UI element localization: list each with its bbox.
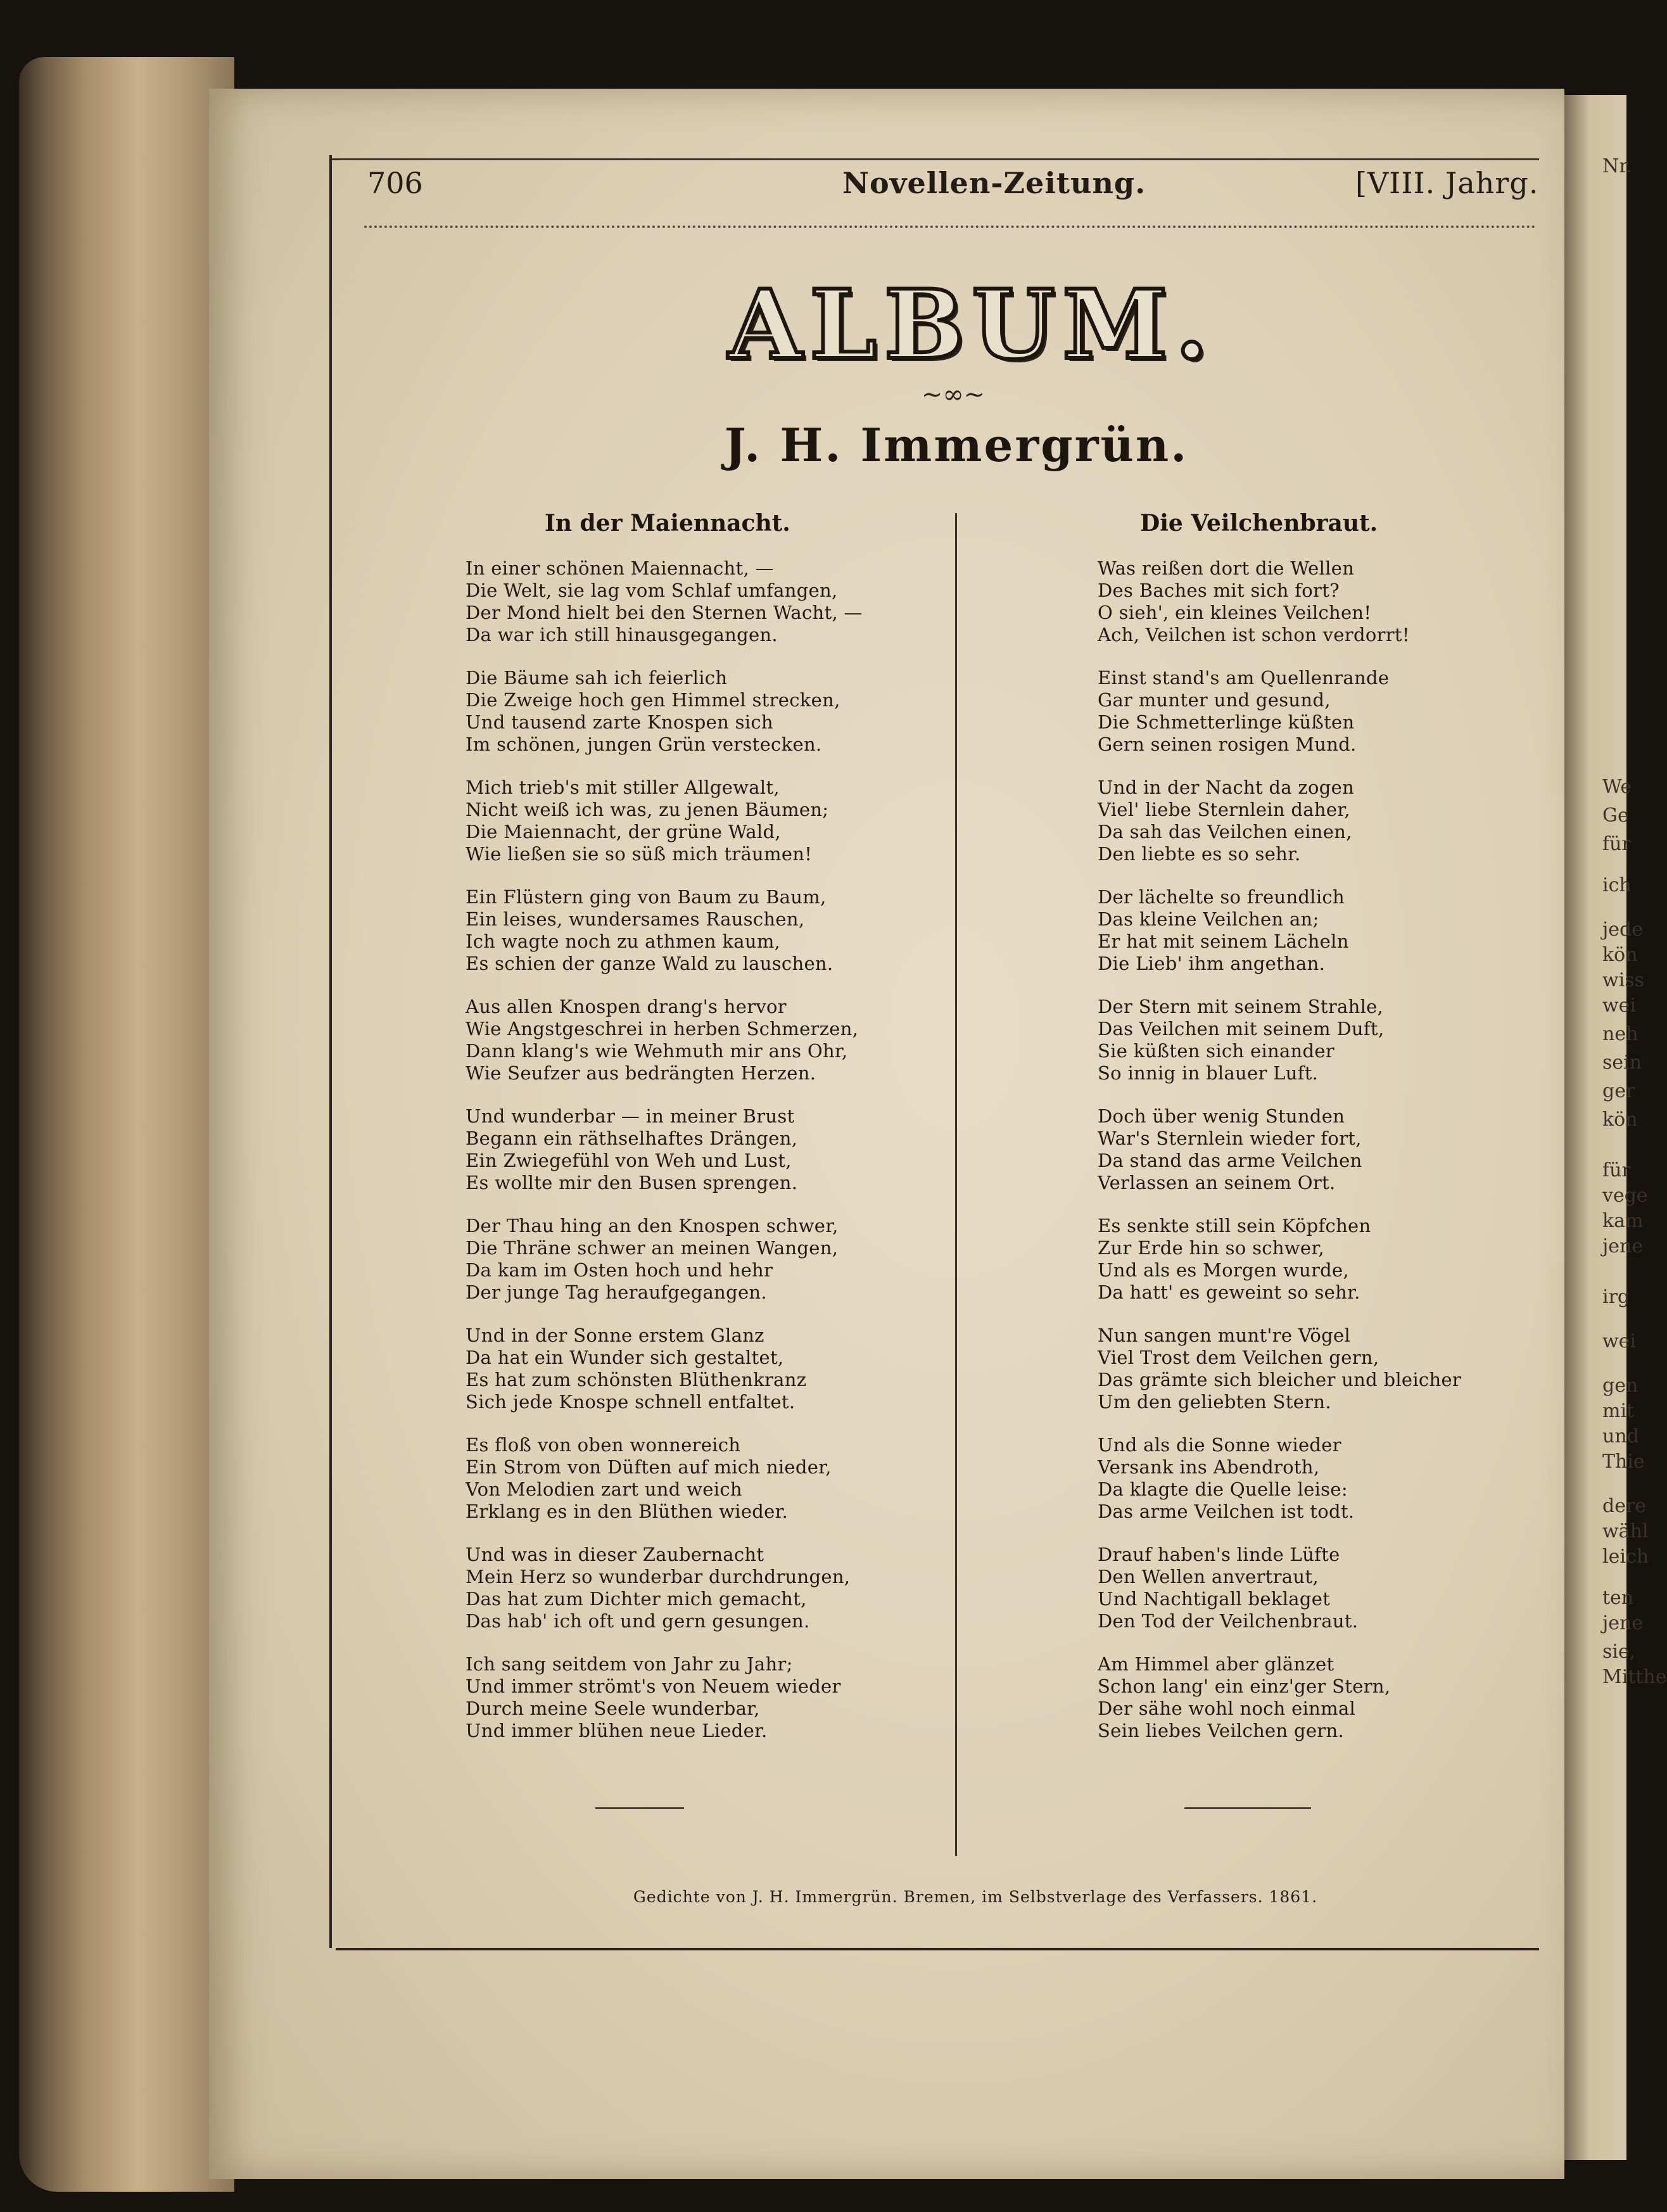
verse-line: Die Bäume sah ich feierlich: [466, 667, 728, 689]
verse-line: Der lächelte so freundlich: [1098, 886, 1345, 908]
next-page-fragment: jene: [1602, 1235, 1644, 1257]
verse-line: Aus allen Knospen drang's hervor: [466, 996, 787, 1017]
verse-line: So innig in blauer Luft.: [1098, 1062, 1319, 1084]
next-page-fragment: Mitthe: [1602, 1666, 1667, 1688]
verse-line: Da stand das arme Veilchen: [1098, 1150, 1362, 1171]
next-page-fragment: wei: [1602, 995, 1637, 1017]
verse-line: Wie ließen sie so süß mich träumen!: [466, 843, 813, 865]
next-page-fragment: wähl: [1602, 1520, 1649, 1542]
verse-line: Das kleine Veilchen an;: [1098, 908, 1319, 930]
verse-line: Da war ich still hinausgegangen.: [466, 624, 778, 645]
volume-label: [VIII. Jahrg.: [1355, 166, 1539, 200]
verse-line: Sein liebes Veilchen gern.: [1098, 1720, 1344, 1741]
next-page-fragment: irg: [1602, 1286, 1630, 1308]
verse-line: Und als die Sonne wieder: [1098, 1434, 1341, 1456]
next-page-fragment: kön: [1602, 1109, 1638, 1131]
stanza: [466, 886, 934, 996]
verse-line: Ich wagte noch zu athmen kaum,: [466, 931, 781, 952]
header-rule: [364, 226, 1536, 228]
next-page-fragment: sie,: [1602, 1641, 1636, 1663]
verse-line: Es hat zum schönsten Blüthenkranz: [466, 1369, 807, 1390]
verse-line: Ein Flüstern ging von Baum zu Baum,: [466, 886, 827, 908]
next-page-fragment: ten: [1602, 1587, 1634, 1609]
verse-line: War's Sternlein wieder fort,: [1098, 1128, 1362, 1149]
stanza: [1098, 996, 1452, 1105]
ornament-divider: ~∞~: [921, 380, 986, 409]
verse-line: Um den geliebten Stern.: [1098, 1391, 1331, 1413]
next-page-fragment: dere: [1602, 1495, 1647, 1517]
stanza: [466, 1544, 934, 1653]
next-page-strip: [1564, 95, 1667, 2160]
verse-line: Der sähe wohl noch einmal: [1098, 1698, 1356, 1719]
verse-line: Die Welt, sie lag vom Schlaf umfangen,: [466, 580, 838, 601]
verse-line: Drauf haben's linde Lüfte: [1098, 1544, 1340, 1565]
top-rule: [329, 158, 1539, 160]
verse-line: Ein Zwiegefühl von Weh und Lust,: [466, 1150, 792, 1171]
next-page-fragment: Thie: [1602, 1451, 1645, 1473]
next-page-fragment: wiss: [1602, 969, 1645, 991]
verse-line: Wie Seufzer aus bedrängten Herzen.: [466, 1062, 816, 1084]
stanza: [1098, 1325, 1462, 1434]
verse-line: Doch über wenig Stunden: [1098, 1105, 1345, 1127]
verse-line: Der Thau hing an den Knospen schwer,: [466, 1215, 839, 1236]
next-page-fragment: jene: [1602, 1612, 1644, 1634]
verse-line: Im schönen, jungen Grün verstecken.: [466, 734, 822, 755]
verse-line: Viel Trost dem Veilchen gern,: [1098, 1347, 1379, 1368]
verse-line: Und immer blühen neue Lieder.: [466, 1720, 768, 1741]
frame-bottom-rule: [336, 1948, 1539, 1950]
poem-veilchenbraut: [1098, 557, 1462, 1763]
verse-line: Ein leises, wundersames Rauschen,: [466, 908, 805, 930]
verse-line: Den liebte es so sehr.: [1098, 843, 1301, 865]
verse-line: Von Melodien zart und weich: [466, 1478, 742, 1500]
verse-line: Das Veilchen mit seinem Duft,: [1098, 1018, 1385, 1039]
verse-line: Die Maiennacht, der grüne Wald,: [466, 821, 781, 842]
verse-line: Ich sang seitdem von Jahr zu Jahr;: [466, 1653, 793, 1675]
verse-line: Zur Erde hin so schwer,: [1098, 1237, 1324, 1259]
next-page-fragment: We: [1602, 776, 1632, 798]
verse-line: Es wollte mir den Busen sprengen.: [466, 1172, 798, 1193]
next-page-fragment: jede: [1602, 918, 1644, 941]
verse-line: Sich jede Knospe schnell entfaltet.: [466, 1391, 795, 1413]
verse-line: Er hat mit seinem Lächeln: [1098, 931, 1349, 952]
verse-line: Nun sangen munt're Vögel: [1098, 1325, 1351, 1346]
next-page-fragment: vege: [1602, 1185, 1648, 1207]
verse-line: Was reißen dort die Wellen: [1098, 557, 1355, 579]
verse-line: Den Tod der Veilchenbraut.: [1098, 1610, 1359, 1632]
poem-title-veilchenbraut: Die Veilchenbraut.: [1140, 510, 1378, 537]
page-number: 706: [367, 166, 423, 200]
verse-line: Versank ins Abendroth,: [1098, 1456, 1320, 1478]
stanza: [466, 1434, 934, 1544]
verse-line: Die Thräne schwer an meinen Wangen,: [466, 1237, 839, 1259]
verse-line: Da sah das Veilchen einen,: [1098, 821, 1352, 842]
next-page-fragment: Nr.: [1602, 155, 1632, 177]
verse-line: Da hatt' es geweint so sehr.: [1098, 1281, 1360, 1303]
verse-line: Nicht weiß ich was, zu jenen Bäumen;: [466, 799, 829, 820]
verse-line: Die Lieb' ihm angethan.: [1098, 953, 1326, 974]
stanza: [466, 557, 934, 667]
stanza: [1098, 667, 1452, 777]
verse-line: Des Baches mit sich fort?: [1098, 580, 1340, 601]
poem-title-maiennacht: In der Maiennacht.: [545, 510, 790, 537]
verse-line: Es schien der ganze Wald zu lauschen.: [466, 953, 834, 974]
verse-line: Und in der Nacht da zogen: [1098, 777, 1355, 798]
next-page-fragment: für: [1602, 1159, 1631, 1181]
stanza: [1098, 1653, 1452, 1763]
poem-maiennacht: [466, 557, 934, 1763]
next-page-fragment: ger: [1602, 1080, 1635, 1102]
verse-line: Verlassen an seinem Ort.: [1098, 1172, 1336, 1193]
verse-line: Und in der Sonne erstem Glanz: [466, 1325, 764, 1346]
stanza: [466, 1105, 934, 1215]
verse-line: Und tausend zarte Knospen sich: [466, 711, 773, 733]
verse-line: Der Mond hielt bei den Sternen Wacht, —: [466, 602, 863, 623]
end-rule-left: [595, 1807, 684, 1809]
author-name: J. H. Immergrün.: [724, 418, 1189, 472]
verse-line: Ein Strom von Düften auf mich nieder,: [466, 1456, 832, 1478]
stanza: [1098, 1544, 1452, 1653]
verse-line: Der Stern mit seinem Strahle,: [1098, 996, 1384, 1017]
stanza: [466, 1653, 934, 1763]
verse-line: Durch meine Seele wunderbar,: [466, 1698, 760, 1719]
verse-line: Der junge Tag heraufgegangen.: [466, 1281, 767, 1303]
verse-line: Die Zweige hoch gen Himmel strecken,: [466, 689, 840, 711]
verse-line: Viel' liebe Sternlein daher,: [1098, 799, 1350, 820]
stanza: [1098, 886, 1452, 996]
stanza: [1098, 777, 1452, 886]
verse-line: Dann klang's wie Wehmuth mir ans Ohr,: [466, 1040, 848, 1062]
next-page-fragment: neh: [1602, 1023, 1638, 1045]
verse-line: Gern seinen rosigen Mund.: [1098, 734, 1357, 755]
verse-line: Wie Angstgeschrei in herben Schmerzen,: [466, 1018, 859, 1039]
verse-line: O sieh', ein kleines Veilchen!: [1098, 602, 1372, 623]
book-page-edges: [19, 57, 234, 2192]
verse-line: Das hab' ich oft und gern gesungen.: [466, 1610, 810, 1632]
next-page-fragment: kam: [1602, 1210, 1644, 1232]
end-rule-right: [1184, 1807, 1311, 1809]
verse-line: Gar munter und gesund,: [1098, 689, 1331, 711]
stanza: [1098, 1105, 1452, 1215]
stanza: [1098, 1434, 1452, 1544]
verse-line: Da kam im Osten hoch und hehr: [466, 1259, 773, 1281]
stanza: [1098, 557, 1452, 667]
verse-line: Begann ein räthselhaftes Drängen,: [466, 1128, 798, 1149]
next-page-fragment: gen: [1602, 1375, 1638, 1397]
verse-line: Schon lang' ein einz'ger Stern,: [1098, 1675, 1391, 1697]
stanza: [466, 1215, 934, 1325]
verse-line: Mein Herz so wunderbar durchdrungen,: [466, 1566, 851, 1587]
stanza: [466, 667, 934, 777]
verse-line: Und als es Morgen wurde,: [1098, 1259, 1349, 1281]
journal-title: Novellen-Zeitung.: [842, 166, 1146, 200]
verse-line: Und immer strömt's von Neuem wieder: [466, 1675, 841, 1697]
verse-line: Mich trieb's mit stiller Allgewalt,: [466, 777, 780, 798]
verse-line: Es senkte still sein Köpfchen: [1098, 1215, 1371, 1236]
next-page-fragment: wei: [1602, 1330, 1637, 1352]
verse-line: Das grämte sich bleicher und bleicher: [1098, 1369, 1462, 1390]
verse-line: Einst stand's am Quellenrande: [1098, 667, 1390, 689]
next-page-fragment: sein: [1602, 1052, 1642, 1074]
verse-line: Sie küßten sich einander: [1098, 1040, 1335, 1062]
next-page-fragment: kön: [1602, 944, 1638, 966]
verse-line: Und Nachtigall beklaget: [1098, 1588, 1331, 1610]
next-page-fragment: ich: [1602, 874, 1632, 896]
verse-line: Da klagte die Quelle leise:: [1098, 1478, 1348, 1500]
album-heading: ALBUM.: [728, 269, 1216, 381]
next-page-fragment: mit: [1602, 1400, 1635, 1422]
frame-left-rule: [329, 155, 332, 1948]
column-divider: [955, 513, 957, 1856]
stanza: [466, 1325, 934, 1434]
verse-line: Die Schmetterlinge küßten: [1098, 711, 1355, 733]
stanza: [466, 777, 934, 886]
verse-line: Am Himmel aber glänzet: [1098, 1653, 1334, 1675]
verse-line: Da hat ein Wunder sich gestaltet,: [466, 1347, 784, 1368]
stanza: [466, 996, 934, 1105]
verse-line: Und was in dieser Zaubernacht: [466, 1544, 764, 1565]
verse-line: Und wunderbar — in meiner Brust: [466, 1105, 795, 1127]
verse-line: Den Wellen anvertraut,: [1098, 1566, 1319, 1587]
verse-line: Das hat zum Dichter mich gemacht,: [466, 1588, 807, 1610]
verse-line: Ach, Veilchen ist schon verdorrt!: [1098, 624, 1410, 645]
verse-line: Erklang es in den Blüthen wieder.: [466, 1501, 789, 1522]
next-page-fragment: Ge: [1602, 804, 1629, 827]
stanza: [1098, 1215, 1452, 1325]
source-footnote: Gedichte von J. H. Immergrün. Bremen, im Selbstverlage des Verfassers. 1861.: [633, 1888, 1318, 1906]
next-page-fragment: für: [1602, 833, 1631, 855]
next-page-fragment: und: [1602, 1425, 1639, 1447]
verse-line: Das arme Veilchen ist todt.: [1098, 1501, 1355, 1522]
verse-line: Es floß von oben wonnereich: [466, 1434, 741, 1456]
verse-line: In einer schönen Maiennacht, —: [466, 557, 774, 579]
next-page-fragment: leich: [1602, 1546, 1649, 1568]
